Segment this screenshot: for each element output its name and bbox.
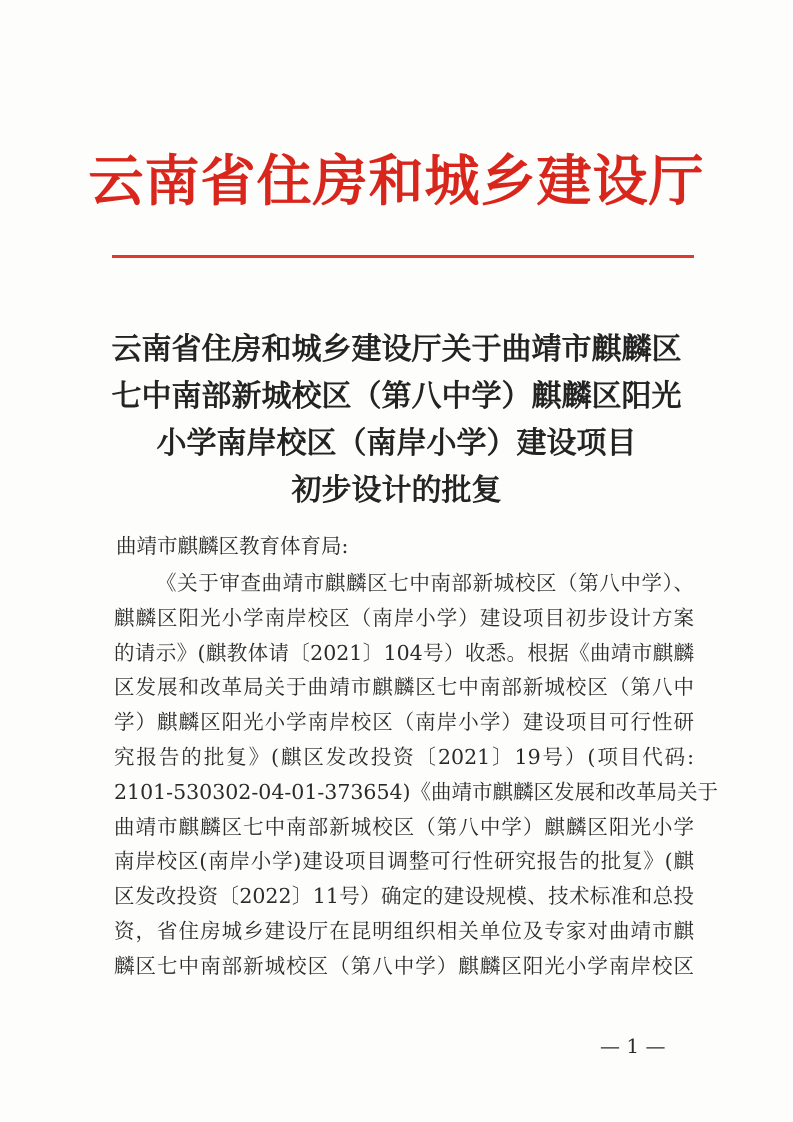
- body-line: 的请示》(麒教体请〔2021〕104号）收悉。根据《曲靖市麒麟: [114, 640, 694, 665]
- body-line: 《关于审查曲靖市麒麟区七中南部新城校区（第八中学）、: [156, 571, 694, 595]
- body-line: 麒麟区阳光小学南岸校区（南岸小学）建设项目初步设计方案: [114, 605, 694, 630]
- addressee: 曲靖市麒麟区教育体育局:: [116, 534, 349, 558]
- body-line: 区发改投资〔2022〕11号）确定的建设规模、技术标准和总投: [114, 884, 694, 909]
- body-line: 麟区七中南部新城校区（第八中学）麒麟区阳光小学南岸校区: [114, 953, 694, 978]
- body-line: 曲靖市麒麟区七中南部新城校区（第八中学）麒麟区阳光小学: [114, 814, 694, 839]
- document-title: [0, 326, 793, 514]
- title-line-4: 初步设计的批复: [291, 473, 502, 508]
- body-text: [114, 566, 719, 984]
- body-line: 2101-530302-04-01-373654)《曲靖市麒麟区发展和改革局关于: [114, 779, 719, 804]
- page-number: — 1 —: [600, 1034, 666, 1058]
- body-line: 南岸校区(南岸小学)建设项目调整可行性研究报告的批复》(麒: [114, 849, 694, 874]
- body-line: 究报告的批复》(麒区发改投资〔2021〕19号）(项目代码:: [114, 744, 694, 769]
- agency-masthead: 云南省住房和城乡建设厅: [88, 149, 705, 213]
- title-line-3: 小学南岸校区（南岸小学）建设项目: [156, 426, 637, 461]
- title-line-1: 云南省住房和城乡建设厅关于曲靖市麒麟区: [111, 332, 682, 367]
- red-divider-line: [112, 255, 694, 258]
- body-line: 学）麒麟区阳光小学南岸校区（南岸小学）建设项目可行性研: [114, 710, 694, 735]
- title-line-2: 七中南部新城校区（第八中学）麒麟区阳光: [111, 379, 682, 414]
- body-line: 资，省住房城乡建设厅在昆明组织相关单位及专家对曲靖市麒: [114, 918, 694, 943]
- body-line: 区发展和改革局关于曲靖市麒麟区七中南部新城校区（第八中: [114, 675, 694, 700]
